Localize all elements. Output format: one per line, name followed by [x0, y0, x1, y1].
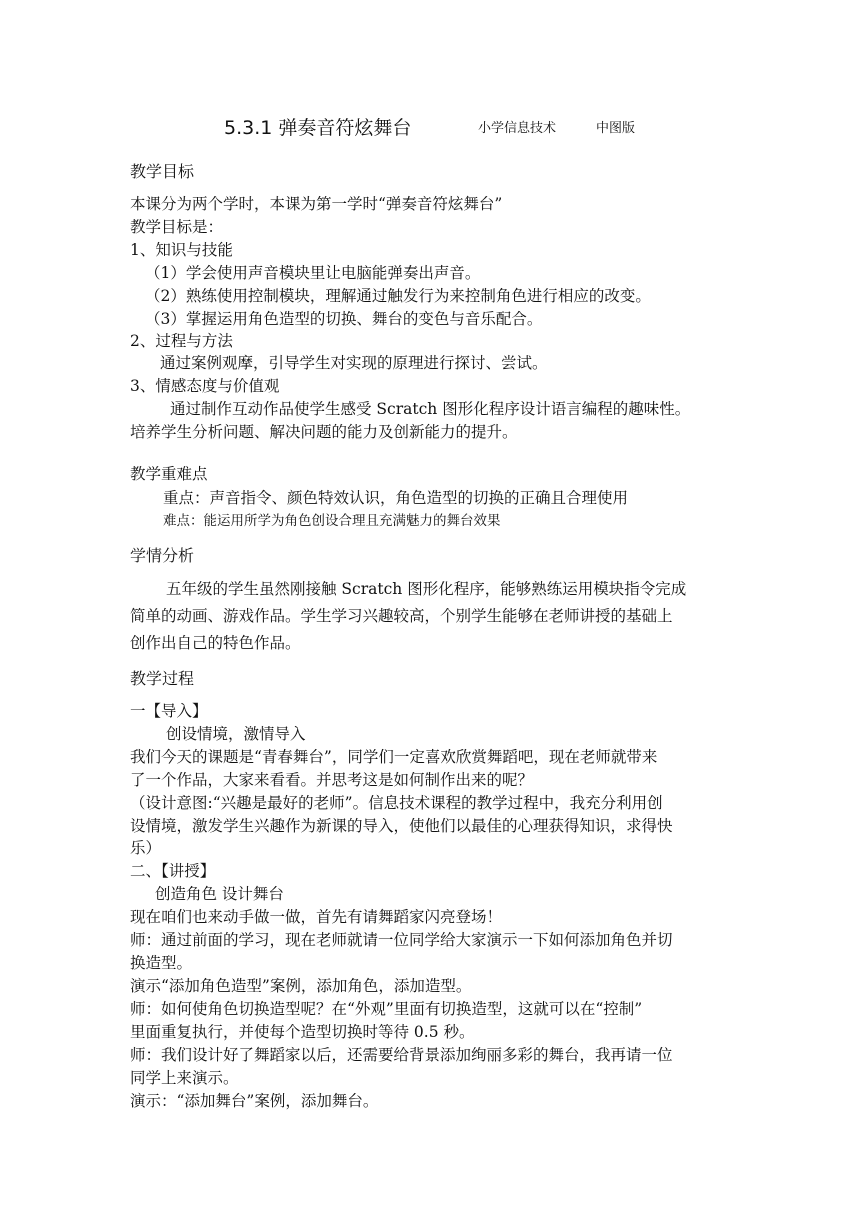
goals-line: 1、知识与技能 [130, 241, 233, 259]
key-point: 重点：声音指令、颜色特效认识，角色造型的切换的正确且合理使用 [163, 489, 629, 507]
goals-line: 教学目标是： [130, 218, 224, 236]
publisher-label: 中图版 [596, 121, 636, 136]
document-title: 5.3.1 弹奏音符炫舞台 [224, 117, 412, 139]
subject-label: 小学信息技术 [478, 121, 557, 136]
goals-line: 培养学生分析问题、解决问题的能力及创新能力的提升。 [130, 423, 518, 441]
analysis-heading: 学情分析 [130, 546, 195, 565]
process-line: 师：通过前面的学习，现在老师就请一位同学给大家演示一下如何添加角色并切 [130, 931, 673, 949]
process-line: 创造角色 设计舞台 [155, 885, 284, 903]
analysis-line: 创作出自己的特色作品。 [130, 634, 301, 652]
process-line: 演示“添加角色造型”案例，添加角色，添加造型。 [130, 977, 472, 995]
process-line: 演示：“添加舞台”案例，添加舞台。 [130, 1092, 379, 1110]
goals-heading: 教学目标 [130, 162, 195, 181]
process-line: 师：我们设计好了舞蹈家以后，还需要给背景添加绚丽多彩的舞台，我再请一位 [130, 1046, 673, 1064]
goals-line: 2、过程与方法 [130, 332, 233, 350]
goals-line: 本课分为两个学时，本课为第一学时“弹奏音符炫舞台” [130, 195, 503, 213]
process-line: 设情境，激发学生兴趣作为新课的导入，使他们以最佳的心理获得知识，求得快 [130, 817, 673, 835]
goals-line: 3、情感态度与价值观 [130, 377, 280, 395]
process-line: 一【导入】 [130, 702, 208, 720]
difficult-point: 难点：能运用所学为角色创设合理且充满魅力的舞台效果 [163, 513, 501, 529]
key-heading: 教学重难点 [130, 465, 208, 483]
goals-line: （2）熟练使用控制模块，理解通过触发行为来控制角色进行相应的改变。 [145, 287, 651, 305]
process-line: 换造型。 [130, 954, 193, 972]
goals-line: 通过案例观摩，引导学生对实现的原理进行探讨、尝试。 [160, 354, 548, 372]
process-line: 创设情境，激情导入 [166, 725, 306, 743]
process-line: 二、【讲授】 [130, 862, 216, 880]
process-line: 我们今天的课题是“青春舞台”，同学们一定喜欢欣赏舞蹈吧，现在老师就带来 [130, 748, 658, 766]
goals-line: 通过制作互动作品使学生感受 Scratch 图形化程序设计语言编程的趣味性。 [170, 400, 691, 418]
process-line: 同学上来演示。 [130, 1069, 239, 1087]
process-line: 师：如何使角色切换造型呢？在“外观”里面有切换造型，这就可以在“控制” [130, 1000, 643, 1018]
goals-line: （1）学会使用声音模块里让电脑能弹奏出声音。 [145, 264, 481, 282]
process-heading: 教学过程 [130, 669, 195, 688]
analysis-line: 五年级的学生虽然刚接触 Scratch 图形化程序，能够熟练运用模块指令完成 [166, 580, 687, 598]
process-line: 了一个作品，大家来看看。并思考这是如何制作出来的呢？ [130, 771, 534, 789]
analysis-line: 简单的动画、游戏作品。学生学习兴趣较高，个别学生能够在老师讲授的基础上 [130, 607, 673, 625]
process-line: 现在咱们也来动手做一做，首先有请舞蹈家闪亮登场！ [130, 908, 503, 926]
process-line: （设计意图:“兴趣是最好的老师”。信息技术课程的教学过程中，我充分利用创 [130, 794, 663, 812]
process-line: 里面重复执行，并使每个造型切换时等待 0.5 秒。 [130, 1023, 475, 1041]
goals-line: （3）掌握运用角色造型的切换、舞台的变色与音乐配合。 [145, 310, 543, 328]
process-line: 乐） [130, 839, 162, 857]
